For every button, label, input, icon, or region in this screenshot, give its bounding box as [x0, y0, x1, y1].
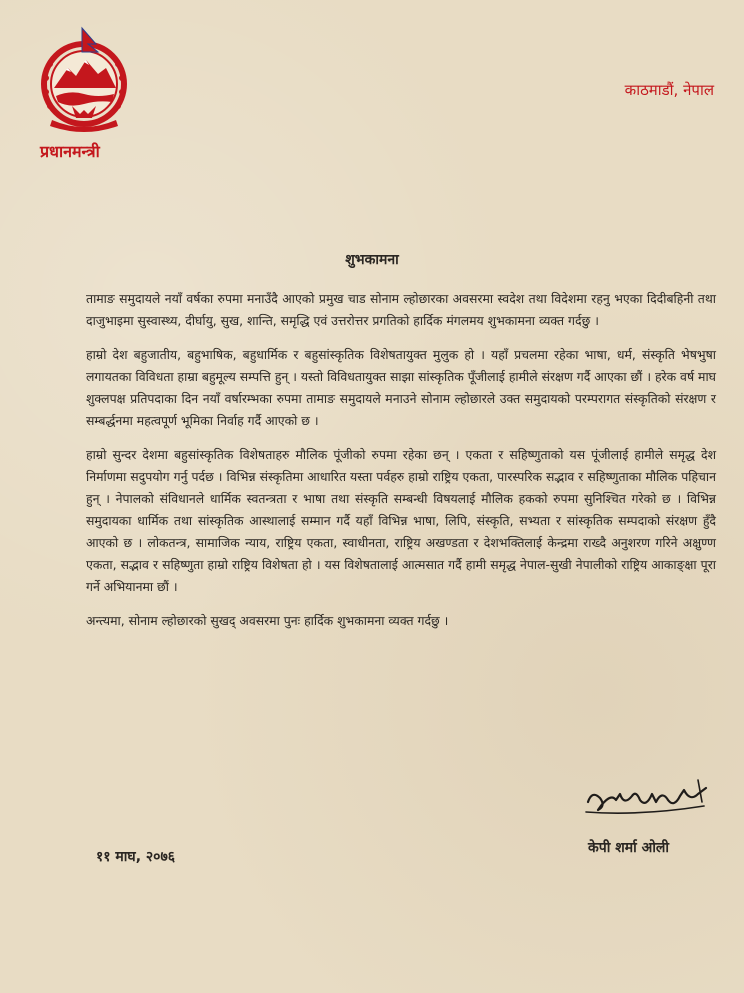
- signature-image: [580, 772, 720, 820]
- paragraph: हाम्रो देश बहुजातीय, बहुभाषिक, बहुधार्मिक र बहुसांस्कृतिक विशेषतायुक्त मुलुक हो । यहाँ प्रचलमा रहेका भाषा, धर्म, संस्कृति भेषभुषा लगायतका विविधता हाम्रा बहुमूल्य सम्पत्ति हुन् । यस्तो विविधतायुक्त साझा सांस्कृतिक पूँजीलाई हामीले संरक्षण गर्दै आएका छौं । हरेक वर्ष माघ शुक्लपक्ष प्रतिपदाका दिन नयाँ वर्षारम्भका रुपमा तामाङ समुदायले मनाउने सोनाम ल्होछारले उक्त समुदायको परम्परागत संस्कृतिको संरक्षण र सम्बर्द्धनमा महत्वपूर्ण भूमिका निर्वाह गर्दै आएको छ ।: [86, 347, 716, 428]
- paragraph: तामाङ समुदायले नयाँ वर्षका रुपमा मनाउँदै आएको प्रमुख चाड सोनाम ल्होछारका अवसरमा स्वदेश तथा विदेशमा रहनु भएका दिदीबहिनी तथा दाजुभाइमा सुस्वास्थ्य, दीर्घायु, सुख, शान्ति, समृद्धि एवं उत्तरोत्तर प्रगतिको हार्दिक मंगलमय शुभकामना व्यक्त गर्दछु ।: [86, 291, 716, 328]
- paragraph: हाम्रो सुन्दर देशमा बहुसांस्कृतिक विशेषताहरु मौलिक पूंजीको रुपमा रहेका छन् । एकता र सहिष्णुताको यस पूंजीलाई हामीले समृद्ध देश निर्माणमा सदुपयोग गर्नु पर्दछ । विभिन्न संस्कृतिमा आधारित यस्ता पर्वहरु हाम्रो राष्ट्रिय एकता, पारस्परिक सद्भाव र सहिष्णुताका मौलिक पहिचान हुन् । नेपालको संविधानले धार्मिक स्वतन्त्रता र भाषा तथा संस्कृति सम्बन्धी विषयलाई मौलिक हकको रुपमा सुनिश्चित गरेको छ । विभिन्न समुदायका धार्मिक तथा सांस्कृतिक आस्थालाई सम्मान गर्दै यहाँ विभिन्न भाषा, लिपि, संस्कृति, सभ्यता र सांस्कृतिक सम्पदाको संरक्षण हुँदै आएको छ । लोकतन्त्र, सामाजिक न्याय, राष्ट्रिय एकता, स्वाधीनता, राष्ट्रिय अखण्डता र देशभक्तिलाई केन्द्रमा राख्दै अनुशरण गरिने अक्षुण्ण एकता, सद्भाव र सहिष्णुता हाम्रो राष्ट्रिय विशेषता हो । यस विशेषतालाई आत्मसात गर्दै हामी समृद्ध नेपाल-सुखी नेपालीको राष्ट्रिय आकाङ्क्षा पूरा गर्ने अभियानमा छौं ।: [86, 447, 716, 594]
- nepal-emblem-icon: [36, 22, 132, 132]
- letter-date: ११ माघ, २०७६: [96, 849, 176, 865]
- signer-name: केपी शर्मा ओली: [588, 840, 670, 856]
- paragraph: अन्त्यमा, सोनाम ल्होछारको सुखद् अवसरमा पुनः हार्दिक शुभकामना व्यक्त गर्दछु ।: [86, 613, 449, 628]
- place-label: काठमाडौं, नेपाल: [624, 81, 714, 99]
- letter-title: शुभकामना: [345, 252, 399, 268]
- office-title: प्रधानमन्त्री: [40, 142, 100, 161]
- letter-body: [86, 288, 716, 644]
